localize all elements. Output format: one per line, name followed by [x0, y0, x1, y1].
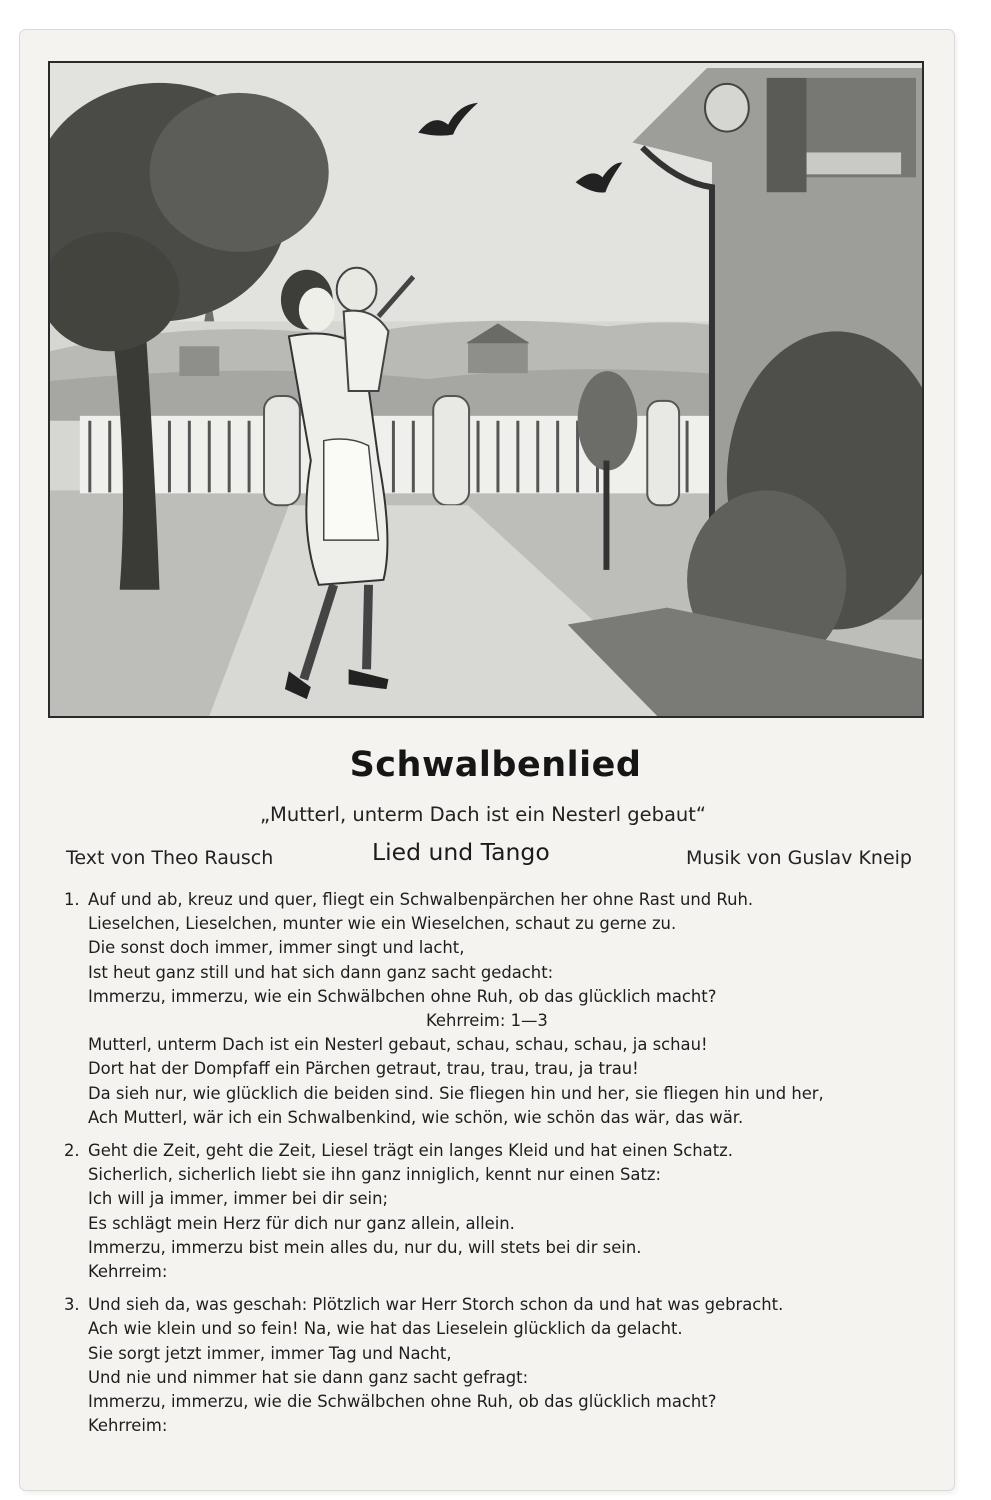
- verse-line: Immerzu, immerzu, wie die Schwälbchen ohne Ruh, ob das glücklich macht?: [88, 1392, 717, 1412]
- verse-line: Sicherlich, sicherlich liebt sie ihn ganz inniglich, kennt nur einen Satz:: [88, 1165, 662, 1185]
- song-subtitle: „Mutterl, unterm Dach ist ein Nesterl gebaut“: [259, 803, 707, 826]
- verse-line: Und sieh da, was geschah: Plötzlich war Herr Storch schon da und hat was gebracht.: [88, 1295, 784, 1315]
- verse-line: Geht die Zeit, geht die Zeit, Liesel trägt ein langes Kleid und hat einen Schatz.: [88, 1141, 733, 1161]
- refrain-line: Mutterl, unterm Dach ist ein Nesterl gebaut, schau, schau, schau, ja schau!: [88, 1035, 708, 1055]
- verse-line: Immerzu, immerzu, wie ein Schwälbchen ohne Ruh, ob das glücklich macht?: [88, 986, 717, 1006]
- verse-2: [60, 1139, 920, 1284]
- genre-label: Lied und Tango: [372, 838, 550, 866]
- verse-line: Ist heut ganz still und hat sich dann ganz sacht gedacht:: [88, 962, 554, 982]
- credits-row: [66, 838, 912, 874]
- verse-number: 2.: [64, 1141, 80, 1161]
- verse-line: Die sonst doch immer, immer singt und lacht,: [88, 938, 465, 958]
- verse-number: 1.: [64, 890, 80, 909]
- verse-line: Ach wie klein und so fein! Na, wie hat das Lieselein glücklich da gelacht.: [88, 1319, 683, 1339]
- refrain-reference: Kehrreim:: [88, 1416, 168, 1436]
- refrain-line: Dort hat der Dompfaff ein Pärchen getraut, trau, trau, trau, ja trau!: [88, 1059, 639, 1079]
- lyrics: [60, 888, 920, 1447]
- verse-line: Immerzu, immerzu bist mein alles du, nur du, will stets bei dir sein.: [88, 1237, 642, 1257]
- verse-line: Lieselchen, Lieselchen, munter wie ein Wieselchen, schaut zu gerne zu.: [88, 914, 677, 934]
- illustration-svg: [50, 63, 922, 716]
- refrain-line: Da sieh nur, wie glücklich die beiden sind. Sie fliegen hin und her, sie fliegen hin und her,: [88, 1083, 824, 1103]
- text-credit: Text von Theo Rausch: [66, 847, 274, 869]
- verse-line: Es schlägt mein Herz für dich nur ganz allein, allein.: [88, 1213, 515, 1233]
- song-title: Schwalbenlied: [349, 745, 642, 785]
- verse-line: Ich will ja immer, immer bei dir sein;: [88, 1189, 389, 1209]
- verse-line: Auf und ab, kreuz und quer, fliegt ein Schwalbenpärchen her ohne Rast und Ruh.: [88, 890, 754, 909]
- verse-line: Sie sorgt jetzt immer, immer Tag und Nacht,: [88, 1343, 452, 1363]
- verse-1: [60, 888, 920, 1130]
- music-credit: Musik von Guslav Kneip: [685, 847, 912, 869]
- refrain-reference: Kehrreim:: [88, 1262, 168, 1282]
- garden-scene-illustration: [48, 61, 924, 718]
- refrain-line: Ach Mutterl, wär ich ein Schwalbenkind, wie schön, wie schön das wär, das wär.: [88, 1107, 744, 1127]
- verse-number: 3.: [64, 1295, 80, 1315]
- refrain-heading: Kehrreim: 1—3: [426, 1011, 548, 1031]
- verse-3: [60, 1293, 920, 1438]
- verse-line: Und nie und nimmer hat sie dann ganz sacht gefragt:: [88, 1367, 529, 1387]
